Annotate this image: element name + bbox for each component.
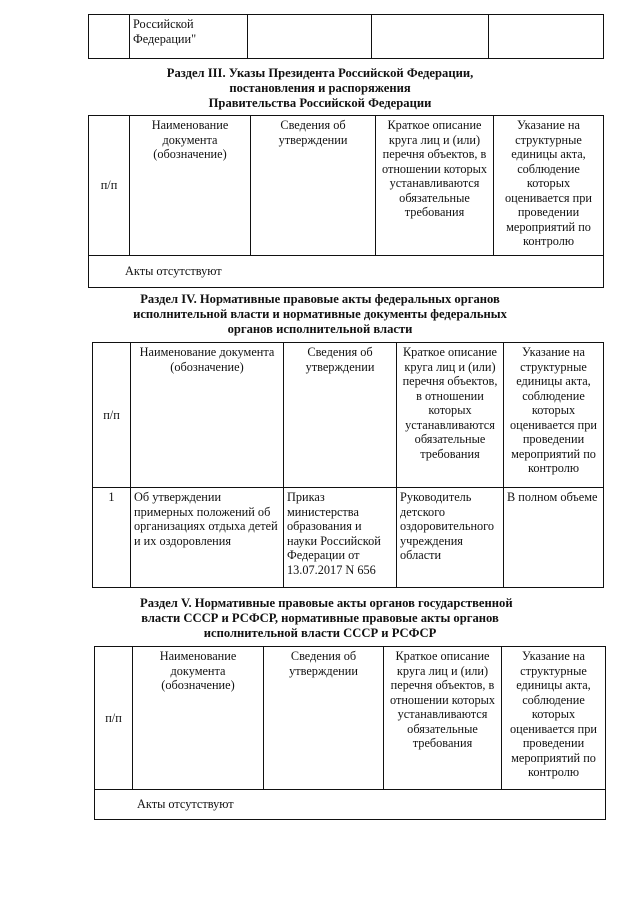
header-description: Краткое описание круга лиц и (или) перечня объектов, в отношении которых устанавливаются обязательные требования [397, 343, 504, 488]
header-description: Краткое описание круга лиц и (или) перечня объектов, в отношении которых устанавливаются обязательные требования [376, 116, 494, 256]
fragment-line-1: Российской [133, 17, 194, 31]
table-header-row [89, 116, 604, 256]
header-name: Наименование документа (обозначение) [131, 343, 284, 488]
section4-heading [120, 292, 520, 337]
section3-heading [150, 66, 490, 111]
header-num: п/п [93, 343, 131, 488]
header-approval: Сведения об утверждении [284, 343, 397, 488]
fragment-line-2: Федерации" [133, 31, 197, 46]
header-name: Наименование документа (обозначение) [130, 116, 251, 256]
row-approval: Приказ министерства образования и науки Российской Федерации от 13.07.2017 N 656 [284, 488, 397, 588]
empty-note: Акты отсутствуют [95, 790, 606, 820]
row-description: Руководитель детского оздоровительного учреждения области [397, 488, 504, 588]
section5-table [94, 646, 606, 820]
heading-line: органов исполнительной власти [227, 322, 413, 336]
heading-line: постановления и распоряжения [229, 81, 411, 95]
row-name: Об утверждении примерных положений об организациях отдыха детей и их оздоровления [131, 488, 284, 588]
header-num: п/п [89, 116, 130, 256]
empty-note: Акты отсутствуют [89, 256, 604, 288]
table-header-row [93, 343, 604, 488]
cell-empty [489, 15, 604, 59]
top-table-fragment [88, 14, 604, 59]
cell-empty [372, 15, 489, 59]
heading-line: исполнительной власти СССР и РСФСР [203, 626, 437, 640]
heading-line: исполнительной власти и нормативные документы федеральных [133, 307, 507, 321]
cell-empty [248, 15, 372, 59]
header-name: Наименование документа (обозначение) [133, 647, 264, 790]
header-num: п/п [95, 647, 133, 790]
section5-heading [140, 596, 513, 641]
row-num: 1 [93, 488, 131, 588]
row-structural: В полном объеме [504, 488, 604, 588]
header-structural: Указание на структурные единицы акта, соблюдение которых оценивается при проведении мероприятий по контролю [504, 343, 604, 488]
header-description: Краткое описание круга лиц и (или) перечня объектов, в отношении которых устанавливаются обязательные требования [384, 647, 502, 790]
table-row [89, 256, 604, 288]
table-row [93, 488, 604, 588]
header-approval: Сведения об утверждении [264, 647, 384, 790]
header-structural: Указание на структурные единицы акта, соблюдение которых оценивается при проведении мероприятий по контролю [494, 116, 604, 256]
heading-line: Раздел III. Указы Президента Российской Федерации, [166, 66, 474, 80]
header-structural: Указание на структурные единицы акта, соблюдение которых оценивается при проведении мероприятий по контролю [502, 647, 606, 790]
cell-empty [89, 15, 130, 59]
table-header-row [95, 647, 606, 790]
heading-line: власти СССР и РСФСР, нормативные правовые акты органов [141, 611, 499, 625]
section4-table [92, 342, 604, 588]
header-approval: Сведения об утверждении [251, 116, 376, 256]
heading-line: Раздел V. Нормативные правовые акты органов государственной [140, 596, 513, 610]
table-row [95, 790, 606, 820]
section3-table [88, 115, 604, 288]
heading-line: Раздел IV. Нормативные правовые акты федеральных органов [140, 292, 500, 306]
heading-line: Правительства Российской Федерации [208, 96, 432, 110]
cell-text [130, 15, 248, 59]
